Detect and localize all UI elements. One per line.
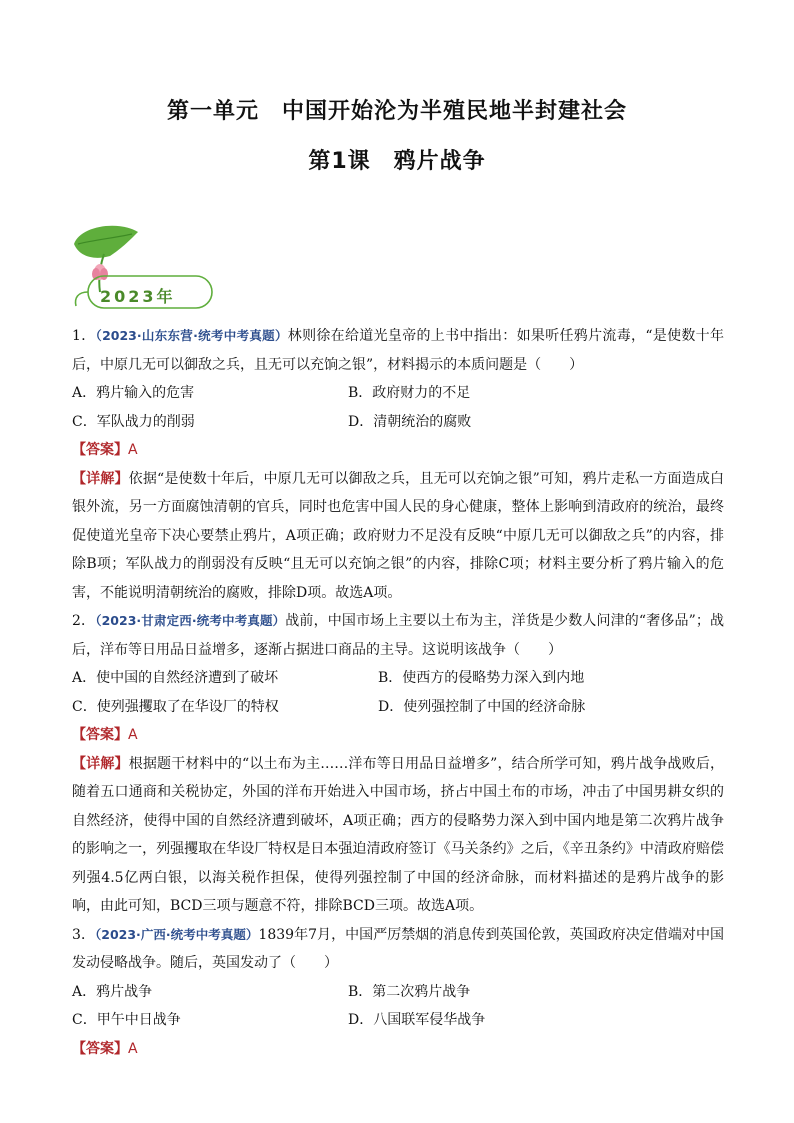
question-2-options-2	[72, 693, 724, 722]
question-text: 林则徐在给道光皇帝的上书中指出：如果听任鸦片流毒，“是使数十年后，中原几无可以御敌之兵，且无可以充饷之银”，材料揭示的本质问题是（ ）	[72, 328, 724, 373]
question-3-answer	[72, 1035, 724, 1064]
question-2-answer	[72, 721, 724, 750]
option-a: A．鸦片输入的危害	[72, 385, 195, 401]
question-2-options	[72, 664, 724, 693]
answer-value: A	[128, 727, 138, 743]
question-3-options	[72, 978, 724, 1007]
unit-title: 第一单元 中国开始沦为半殖民地半封建社会	[166, 99, 627, 124]
lesson-title: 第1课 鸦片战争	[308, 149, 486, 174]
question-source: （2023·广西·统考中考真题）	[94, 926, 259, 942]
option-d: D．清朝统治的腐败	[348, 413, 472, 430]
question-1-options-2	[72, 408, 724, 437]
detail-text: 依据“是使数十年后，中原几无可以御敌之兵，且无可以充饷之银”可知，鸦片走私一方面造成白银外流，另一方面腐蚀清朝的官兵，同时也危害中国人民的身心健康，整体上影响到清政府的统治，最终促使道光皇帝下决心要禁止鸦片，A项正确；政府财力不足没有反映“中原几无可以御敌之兵”的内容，排除B项；军队战力的削弱没有反映“且无可以充饷之银”的内容，排除C项；材料主要分析了鸦片输入的危害，不能说明清朝统治的腐败，排除D项。故选A项。	[72, 470, 725, 601]
question-text: 1839年7月，中国严厉禁烟的消息传到英国伦敦，英国政府决定借端对中国发动侵略战争。随后，英国发动了（ ）	[72, 926, 724, 971]
answer-tag: 【答案】	[72, 442, 128, 458]
detail-tag: 【详解】	[72, 470, 129, 487]
year-badge-label: 2023年	[100, 287, 176, 306]
answer-value: A	[128, 1040, 138, 1057]
option-c: C．使列强攫取了在华设厂的特权	[72, 698, 279, 715]
question-1-stem	[72, 322, 724, 379]
question-number: 3．	[72, 926, 95, 943]
answer-tag: 【答案】	[72, 1040, 128, 1057]
question-source: （2023·山东东营·统考中考真题）	[95, 328, 288, 343]
question-3-stem	[72, 921, 724, 978]
option-c: C．军队战力的削弱	[72, 413, 195, 430]
question-text: 战前，中国市场上主要以土布为主，洋货是少数人问津的“奢侈品”；战后，洋布等日用品日益增多，逐渐占据进口商品的主导。这说明该战争（ ）	[72, 613, 724, 658]
option-b: B．政府财力的不足	[348, 385, 471, 401]
question-2-detail	[72, 750, 724, 921]
question-source: （2023·甘肃定西·统考中考真题）	[95, 613, 286, 628]
question-1-options	[72, 379, 724, 408]
option-c: C．甲午中日战争	[72, 1012, 181, 1028]
detail-tag: 【详解】	[72, 755, 129, 772]
answer-value: A	[128, 442, 138, 458]
option-a: A．鸦片战争	[72, 983, 153, 1000]
detail-text: 根据题干材料中的“以土布为主……洋布等日用品日益增多”，结合所学可知，鸦片战争战败后，随着五口通商和关税协定，外国的洋布开始进入中国市场，挤占中国土布的市场，冲击了中国男耕女织的自然经济，使得中国的自然经济遭到破坏，A项正确；西方的侵略势力深入到中国内地是第二次鸦片战争的影响之一，列强攫取在华设厂特权是日本强迫清政府签订《马关条约》之后，《辛丑条约》中清政府赔偿列强4.5亿两白银，以海关税作担保，使得列强控制了中国的经济命脉，而材料描述的是鸦片战争的影响，由此可知，BCD三项与题意不符，排除BCD三项。故选A项。	[72, 755, 725, 914]
question-list	[72, 322, 724, 1063]
option-d: D．使列强控制了中国的经济命脉	[378, 698, 586, 715]
option-a: A．使中国的自然经济遭到了破坏	[72, 670, 279, 686]
question-1-detail	[72, 465, 724, 608]
option-d: D．八国联军侵华战争	[348, 1012, 486, 1028]
option-b: B．使西方的侵略势力深入到内地	[378, 670, 585, 686]
question-2-stem	[72, 607, 724, 664]
question-number: 2．	[72, 613, 96, 629]
option-b: B．第二次鸦片战争	[348, 983, 471, 1000]
answer-tag: 【答案】	[72, 727, 128, 743]
question-1-answer	[72, 436, 724, 465]
question-3-options-2	[72, 1006, 724, 1035]
question-number: 1．	[72, 328, 96, 344]
